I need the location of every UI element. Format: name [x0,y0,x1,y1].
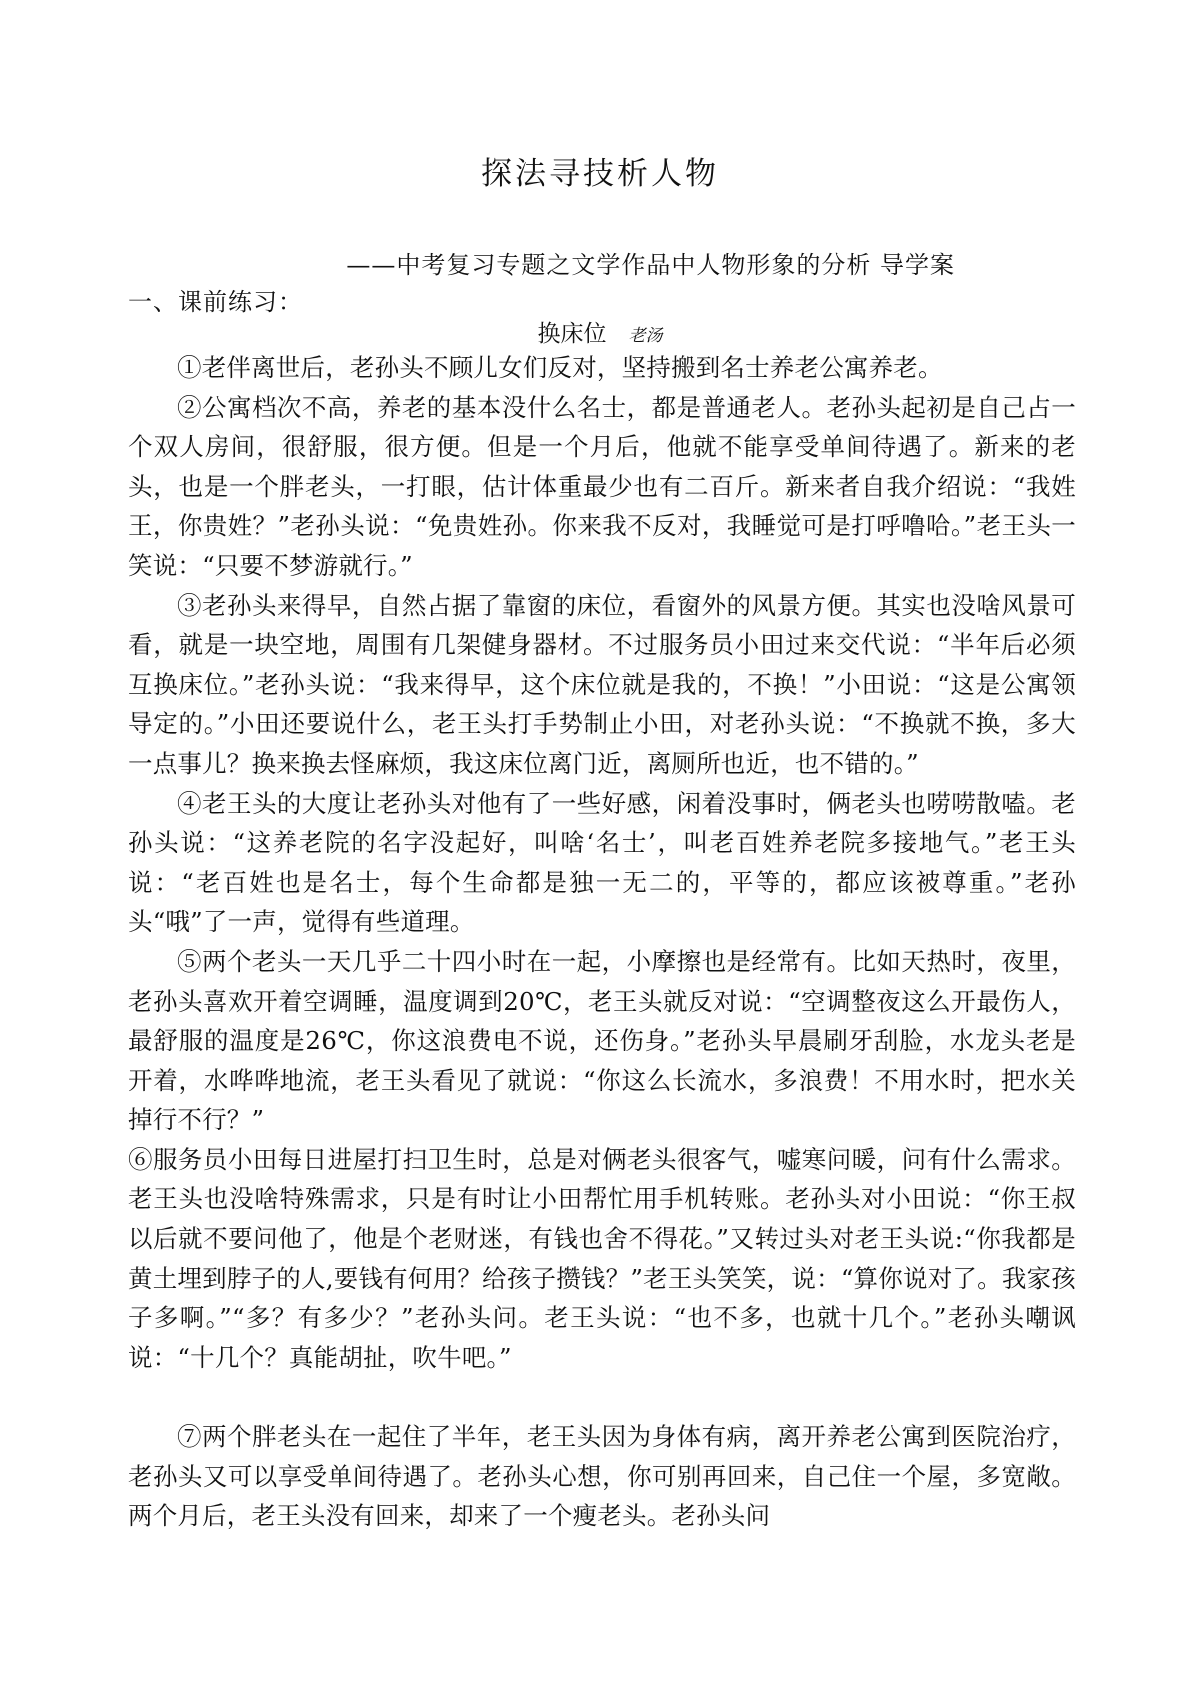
paragraph-2: ②公寓档次不高，养老的基本没什么名士，都是普通老人。老孙头起初是自己占一个双人房间，很舒服，很方便。但是一个月后，他就不能享受单间待遇了。新来的老头，也是一个胖老头，一打眼，估计体重最少也有二百斤。新来者自我介绍说：“我姓王，你贵姓？”老孙头说：“免贵姓孙。你来我不反对，我睡觉可是打呼噜哈。”老王头一笑说：“只要不梦游就行。” [128,392,1076,580]
story-body [128,348,1076,1536]
story-title-line [0,315,1200,348]
paragraph-4: ④老王头的大度让老孙头对他有了一些好感，闲着没事时，俩老头也唠唠散嗑。老孙头说：“这养老院的名字没起好，叫啥‘名士’，叫老百姓养老院多接地气。”老王头说：“老百姓也是名士，每个生命都是独一无二的，平等的，都应该被尊重。”老孙头“哦”了一声，觉得有些道理。 [128,788,1076,937]
story-title: 换床位 [537,321,607,347]
story-author: 老汤 [628,326,663,346]
section-heading: 一、课前练习： [128,288,303,316]
paragraph-6: ⑥服务员小田每日进屋打扫卫生时，总是对俩老头很客气，嘘寒问暖，问有什么需求。老王头也没啥特殊需求，只是有时让小田帮忙用手机转账。老孙头对小田说：“你王叔以后就不要问他了，他是个老财迷，有钱也舍不得花。”又转过头对老王头说:“你我都是黄土埋到脖子的人,要钱有何用？给孩子攒钱？”老王头笑笑，说：“算你说对了。我家孩子多啊。”“多？有多少？”老孙头问。老王头说：“也不多，也就十几个。”老孙头嘲讽说：“十几个？真能胡扯，吹牛吧。” [128,1144,1076,1372]
paragraph-3: ③老孙头来得早，自然占据了靠窗的床位，看窗外的风景方便。其实也没啥风景可看，就是一块空地，周围有几架健身器材。不过服务员小田过来交代说：“半年后必须互换床位。”老孙头说：“我来得早，这个床位就是我的，不换！”小田说：“这是公寓领导定的。”小田还要说什么，老王头打手势制止小田，对老孙头说：“不换就不换，多大一点事儿？换来换去怪麻烦，我这床位离门近，离厕所也近，也不错的。” [128,590,1076,778]
document-subtitle: ——中考复习专题之文学作品中人物形象的分析 导学案 [346,251,955,279]
paragraph-5: ⑤两个老头一天几乎二十四小时在一起，小摩擦也是经常有。比如天热时，夜里，老孙头喜欢开着空调睡，温度调到20℃，老王头就反对说：“空调整夜这么开最伤人，最舒服的温度是26℃，你这浪费电不说，还伤身。”老孙头早晨刷牙刮脸，水龙头老是开着，水哗哗地流，老王头看见了就说：“你这么长流水，多浪费！不用水时，把水关掉行不行？” [128,946,1076,1135]
paragraph-7: ⑦两个胖老头在一起住了半年，老王头因为身体有病，离开养老公寓到医院治疗，老孙头又可以享受单间待遇了。老孙头心想，你可别再回来，自己住一个屋，多宽敞。两个月后，老王头没有回来，却来了一个瘦老头。老孙头问 [128,1422,1076,1531]
document-title: 探法寻技析人物 [481,156,719,192]
paragraph-1: ①老伴离世后，老孙头不顾儿女们反对，坚持搬到名士养老公寓养老。 [177,353,943,382]
